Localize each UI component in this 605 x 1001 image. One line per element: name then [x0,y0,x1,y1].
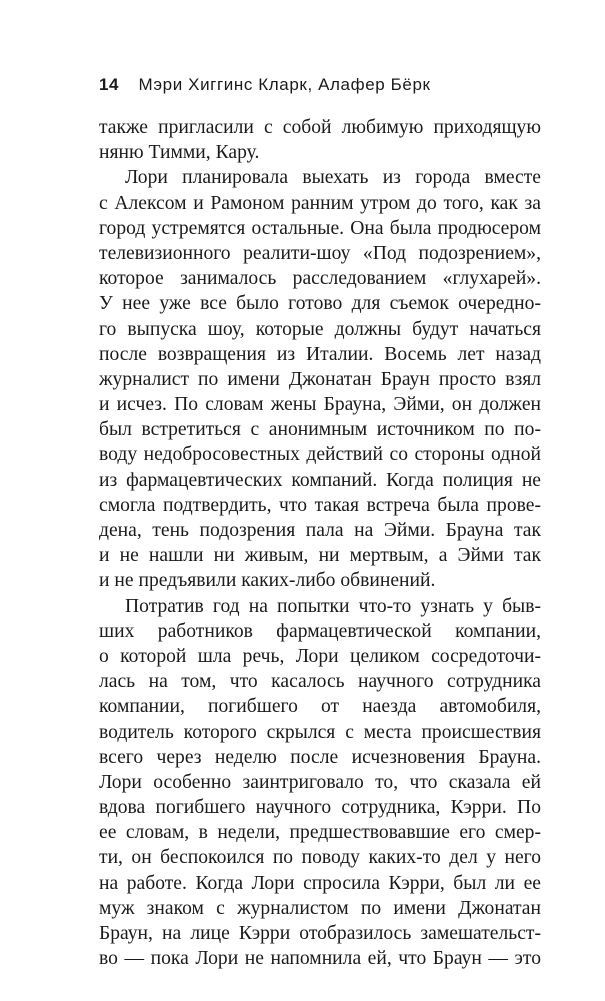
paragraph [99,165,541,593]
text-line: всего через неделю после исчезновения Брауна. [99,746,541,768]
text-line: журналист по имени Джонатан Браун просто взял [99,368,541,390]
page-number: 14 [99,75,120,94]
text-line: телевизионного реалити-шоу «Под подозрением», [99,242,541,264]
text-line: и исчез. По словам жены Брауна, Эйми, он должен [99,394,541,416]
text-line: компании, погибшего от наезда автомобиля, [99,696,541,718]
text-line: и не нашли ни живым, ни мертвым, а Эйми так [99,545,541,567]
text-line: ших работников фармацевтической компании, [99,620,541,642]
text-line: во — пока Лори не напомнила ей, что Браун — это [99,948,541,970]
running-head [99,74,431,96]
text-line: был встретиться с анонимным источником по по- [99,419,541,441]
paragraph [99,594,541,972]
text-line: муж знаком с журналистом по имени Джонатан [99,897,541,919]
text-line: воду недобросовестных действий со стороны одной [99,444,541,466]
text-line: город устремятся остальные. Она была продюсером [99,217,541,239]
text-line: и не предъявили каких-либо обвинений. [99,570,436,592]
text-line: ти, он беспокоился по поводу каких-то дел у него [99,847,541,869]
text-line: из фармацевтических компаний. Когда полиция не [99,469,541,491]
text-line: вдова погибшего научного сотрудника, Кэрри. По [99,797,541,819]
text-line: го выпуска шоу, которые должны будут начаться [99,318,541,340]
text-line: Лори особенно заинтриговало то, что сказала ей [99,771,541,793]
text-line: которое занималось расследованием «глухарей». [99,268,541,290]
text-line: няню Тимми, Кару. [99,142,260,164]
text-line: Браун, на лице Кэрри отобразилось замешательст- [99,923,541,944]
text-line: Потратив год на попытки что-то узнать у быв- [125,595,541,617]
text-line: водитель которого скрылся с места происшествия [99,721,541,743]
text-line: дена, тень подозрения пала на Эйми. Брауна так [99,520,541,541]
text-line: лась на том, что касалось научного сотрудника [99,671,541,693]
text-line: ее словам, в недели, предшествовавшие его смер- [99,822,541,844]
book-authors: Мэри Хиггинс Кларк, Алафер Бёрк [138,75,431,94]
text-line: смогла подтвердить, что такая встреча была прове- [99,494,541,516]
body-text [99,115,541,971]
text-line: на работе. Когда Лори спросила Кэрри, был ли ее [99,872,541,894]
text-line: о которой шла речь, Лори целиком сосредоточи- [99,645,541,667]
text-line: с Алексом и Рамоном ранним утром до того, как за [99,192,541,214]
text-line: также пригласили с собой любимую приходящую [99,117,541,138]
text-line: Лори планировала выехать из города вместе [125,167,541,189]
paragraph [99,115,541,165]
text-line: У нее уже все было готово для съемок очередно- [99,293,541,315]
text-line: после возвращения из Италии. Восемь лет назад [99,343,541,365]
